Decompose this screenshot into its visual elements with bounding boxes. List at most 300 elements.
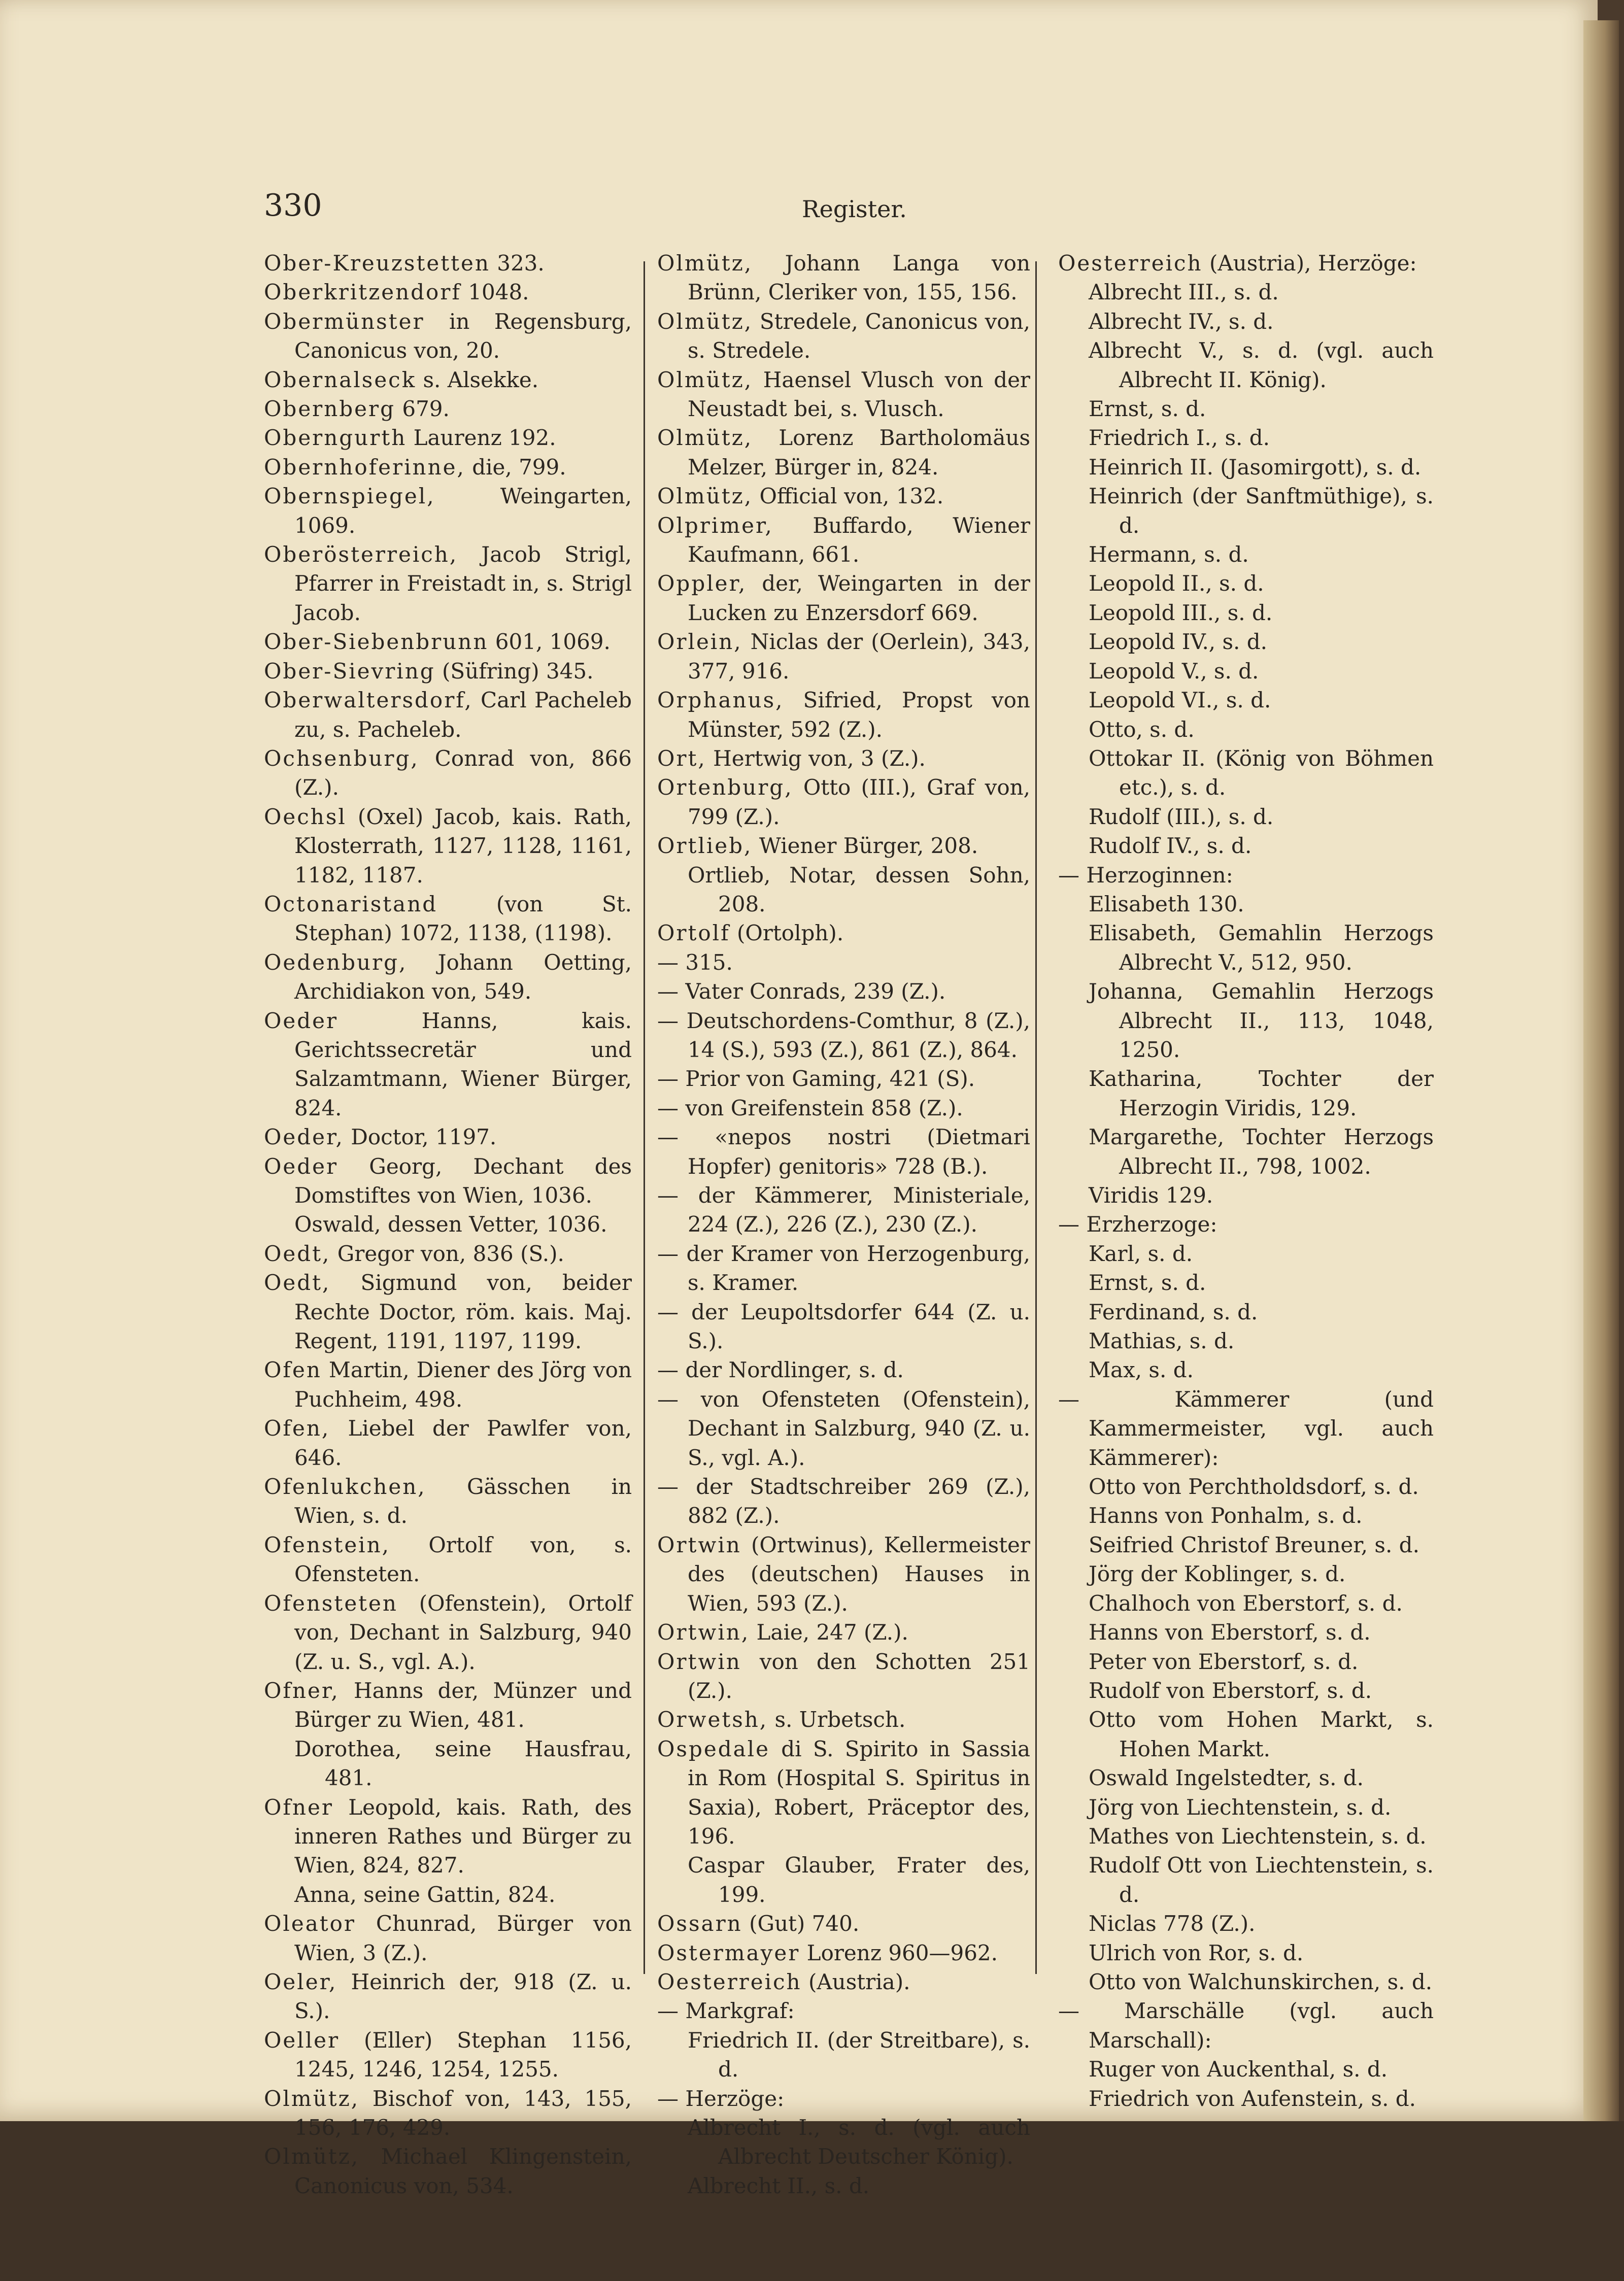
index-entry — [657, 1996, 1030, 2025]
entry-text: Anna, seine Gattin, 824. — [294, 1882, 556, 1907]
index-entry — [264, 744, 632, 802]
index-entry — [1058, 1647, 1434, 1676]
entry-headword: Ofenlukchen, — [264, 1474, 426, 1500]
entry-text: — Markgraf: — [657, 1998, 795, 2024]
entry-headword: Oeder — [264, 1008, 339, 1033]
index-entry — [657, 1851, 1030, 1909]
index-entry — [657, 2084, 1030, 2113]
index-entry — [657, 1385, 1030, 1472]
entry-text: Chalhoch von Eberstorf, s. d. — [1089, 1590, 1403, 1616]
index-entry — [657, 365, 1030, 424]
entry-headword: Oberwaltersdorf, — [264, 688, 473, 713]
entry-text: Otto (III.), Graf von, 799 (Z.). — [688, 775, 1030, 829]
entry-text: Leopold III., s. d. — [1089, 600, 1273, 625]
entry-text: die, 799. — [465, 454, 566, 480]
index-entry — [264, 365, 632, 394]
index-entry — [1058, 394, 1434, 423]
index-entry — [1058, 1268, 1434, 1297]
entry-text: — der Kramer von Herzogenburg, s. Kramer. — [657, 1241, 1030, 1296]
entry-text: Leopold, kais. Rath, des inneren Rathes und Bürger zu Wien, 824, 827. — [294, 1794, 632, 1878]
index-entry — [657, 249, 1030, 307]
entry-headword: Ofen, — [264, 1416, 330, 1441]
index-entry — [657, 948, 1030, 977]
index-entry — [264, 657, 632, 686]
index-entry — [264, 540, 632, 627]
entry-text: s. Alsekke. — [416, 367, 539, 392]
index-entry — [657, 1938, 1030, 1967]
index-entry — [657, 1647, 1030, 1706]
entry-headword: Oberngurth — [264, 425, 407, 451]
index-entry — [1058, 1705, 1434, 1763]
index-entry — [264, 394, 632, 423]
entry-headword: Oleator — [264, 1911, 356, 1936]
entry-text: — der Leupoltsdorfer 644 (Z. u. S.). — [657, 1299, 1030, 1354]
index-column-2 — [657, 249, 1030, 2200]
entry-headword: Ofen — [264, 1357, 322, 1383]
entry-text: Lorenz 960—962. — [800, 1940, 998, 1965]
entry-text: Johann Oetting, Archidiakon von, 549. — [294, 949, 632, 1004]
index-entry — [264, 948, 632, 1006]
entry-headword: Olmütz, — [264, 2144, 360, 2169]
index-entry — [657, 1618, 1030, 1647]
index-entry — [1058, 1501, 1434, 1530]
page-edge — [1583, 20, 1619, 2126]
index-entry — [264, 1006, 632, 1123]
entry-headword: Obermünster — [264, 309, 425, 334]
entry-text: Johanna, Gemahlin Herzogs Albrecht II., 113, 1048, 1250. — [1089, 979, 1434, 1062]
index-entry — [264, 890, 632, 948]
entry-text: (Ortwinus), Kellermeister des (deutschen) Hauses in Wien, 593 (Z.). — [688, 1532, 1030, 1616]
index-entry — [1058, 1676, 1434, 1705]
entry-headword: Ochsenburg, — [264, 745, 419, 771]
index-entry — [657, 1734, 1030, 1851]
index-entry — [1058, 453, 1434, 482]
index-entry — [264, 2084, 632, 2142]
entry-text: Katharina, Tochter der Herzogin Viridis, 129. — [1089, 1066, 1434, 1120]
entry-headword: Oedt, — [264, 1241, 331, 1266]
index-entry — [264, 1530, 632, 1589]
entry-headword: Obernberg — [264, 396, 396, 422]
entry-text: Hanns von Ponhalm, s. d. — [1089, 1503, 1363, 1528]
index-entry — [657, 1298, 1030, 1356]
index-entry — [264, 1676, 632, 1734]
index-column-3 — [1058, 249, 1434, 2113]
entry-text: Ruger von Auckenthal, s. d. — [1089, 2057, 1388, 2082]
entry-text: Hanns, kais. Gerichtssecretär und Salzamtmann, Wiener Bürger, 824. — [294, 1008, 632, 1120]
index-entry — [1058, 715, 1434, 744]
entry-text: Max, s. d. — [1089, 1357, 1194, 1383]
entry-text: in Regensburg, Canonicus von, 20. — [294, 309, 632, 363]
entry-text: Otto, s. d. — [1089, 717, 1195, 742]
entry-headword: Oedenburg, — [264, 949, 408, 975]
index-entry — [1058, 278, 1434, 307]
index-entry — [657, 1064, 1030, 1093]
entry-text: Johann Langa von Brünn, Cleriker von, 155, 156. — [688, 251, 1030, 305]
index-entry — [1058, 1618, 1434, 1647]
index-entry — [657, 1705, 1030, 1734]
index-entry — [1058, 1181, 1434, 1210]
entry-headword: Ort, — [657, 745, 706, 771]
entry-headword: Olmütz, — [264, 2086, 360, 2111]
entry-headword: Ospedale — [657, 1736, 770, 1761]
index-entry — [1058, 569, 1434, 598]
entry-text: Gregor von, 836 (S.). — [330, 1241, 564, 1266]
index-entry — [264, 249, 632, 278]
entry-text: Rudolf IV., s. d. — [1089, 833, 1252, 859]
entry-text: Otto von Walchunskirchen, s. d. — [1089, 1969, 1433, 1994]
entry-text: der, Weingarten in der Lucken zu Enzersdorf 669. — [688, 571, 1030, 625]
entry-text: Niclas der (Oerlein), 343, 377, 916. — [688, 629, 1030, 684]
entry-text: — der Nordlinger, s. d. — [657, 1357, 904, 1383]
index-entry — [1058, 1763, 1434, 1792]
entry-headword: Oesterreich — [1058, 251, 1203, 276]
entry-text: Heinrich (der Sanftmüthige), s. d. — [1089, 484, 1434, 538]
entry-text: — Vater Conrads, 239 (Z.). — [657, 979, 946, 1004]
entry-text: Otto von Perchtholdsdorf, s. d. — [1089, 1474, 1419, 1500]
index-entry — [264, 2142, 632, 2200]
entry-headword: Ofner, — [264, 1678, 340, 1703]
index-entry — [1058, 1822, 1434, 1851]
entry-text: (Austria). — [801, 1969, 910, 1994]
entry-text: — Herzoginnen: — [1058, 862, 1233, 888]
entry-text: (Austria), Herzöge: — [1202, 251, 1417, 276]
index-entry — [1058, 627, 1434, 656]
entry-headword: Oechsl — [264, 804, 347, 829]
entry-headword: Obernhoferinne, — [264, 454, 465, 480]
index-entry — [1058, 1298, 1434, 1326]
entry-text: Albrecht I., s. d. (vgl. auch Albrecht Deutscher König). — [688, 2115, 1030, 2169]
entry-text: Rudolf (III.), s. d. — [1089, 804, 1274, 829]
index-entry — [657, 1909, 1030, 1938]
entry-headword: Olmütz, — [657, 309, 753, 334]
entry-text: Karl, s. d. — [1089, 1241, 1193, 1266]
entry-headword: Olprimer, — [657, 513, 773, 538]
entry-text: (Oxel) Jacob, kais. Rath, Klosterrath, 1127, 1128, 1161, 1182, 1187. — [294, 804, 632, 888]
entry-text: Doctor, 1197. — [344, 1125, 497, 1150]
entry-text: 323. — [490, 251, 545, 276]
entry-text: Liebel der Pawlfer von, 646. — [294, 1416, 632, 1470]
index-entry — [264, 1472, 632, 1530]
entry-headword: Ortwin — [657, 1532, 741, 1557]
entry-headword: Oedt, — [264, 1270, 331, 1296]
entry-text: — der Stadtschreiber 269 (Z.), 882 (Z.). — [657, 1474, 1030, 1528]
entry-text: Heinrich der, 918 (Z. u. S.). — [294, 1969, 632, 2024]
entry-text: Haensel Vlusch von der Neustadt bei, s. Vlusch. — [688, 367, 1030, 422]
entry-text: Mathes von Liechtenstein, s. d. — [1089, 1823, 1427, 1849]
index-entry — [657, 686, 1030, 744]
index-entry — [1058, 249, 1434, 278]
entry-headword: Olmütz, — [657, 484, 753, 509]
index-entry — [1058, 336, 1434, 394]
entry-text: Albrecht III., s. d. — [1089, 280, 1279, 305]
index-entry — [657, 1967, 1030, 1996]
index-entry — [1058, 1064, 1434, 1122]
index-entry — [1058, 1996, 1434, 2055]
index-entry — [657, 977, 1030, 1006]
entry-headword: Ortlieb, — [657, 833, 753, 859]
entry-headword: Oberkritzendorf — [264, 280, 461, 305]
entry-text: Leopold IV., s. d. — [1089, 629, 1267, 655]
entry-text: — 315. — [657, 949, 733, 975]
entry-text: 679. — [395, 396, 450, 422]
entry-text: 601, 1069. — [488, 629, 611, 655]
entry-text: 1048. — [461, 280, 529, 305]
index-entry — [264, 627, 632, 656]
entry-text: Dorothea, seine Hausfrau, 481. — [294, 1736, 632, 1791]
index-entry — [1058, 1851, 1434, 1909]
index-entry — [657, 1006, 1030, 1065]
entry-text: Buffardo, Wiener Kaufmann, 661. — [688, 513, 1030, 567]
entry-text: — Erzherzoge: — [1058, 1212, 1217, 1237]
entry-headword: Ober-Siebenbrunn — [264, 629, 489, 655]
entry-text: Peter von Eberstorf, s. d. — [1089, 1649, 1359, 1674]
entry-text: Rudolf von Eberstorf, s. d. — [1089, 1678, 1372, 1703]
index-entry — [264, 1239, 632, 1268]
entry-text: Laurenz 192. — [407, 425, 556, 451]
entry-text: Official von, 132. — [753, 484, 944, 509]
entry-text: (von St. Stephan) 1072, 1138, (1198). — [294, 891, 632, 946]
index-entry — [264, 1355, 632, 1414]
index-entry — [1058, 1122, 1434, 1181]
entry-text: Hertwig von, 3 (Z.). — [706, 745, 926, 771]
entry-text: Ottokar II. (König von Böhmen etc.), s. d. — [1089, 745, 1434, 800]
entry-text: Lorenz Bartholomäus Melzer, Bürger in, 824. — [688, 425, 1030, 480]
index-entry — [657, 482, 1030, 510]
entry-text: Ortlieb, Notar, dessen Sohn, 208. — [688, 862, 1030, 916]
entry-text: Mathias, s. d. — [1089, 1329, 1235, 1354]
entry-text: Friedrich II. (der Streitbare), s. d. — [688, 2027, 1030, 2082]
page-number: 330 — [264, 188, 322, 223]
entry-text: Wiener Bürger, 208. — [752, 833, 978, 859]
index-entry — [657, 831, 1030, 860]
entry-headword: Ortwin, — [657, 1620, 750, 1645]
entry-text: — der Kämmerer, Ministeriale, 224 (Z.), 226 (Z.), 230 (Z.). — [657, 1183, 1030, 1237]
index-entry — [1058, 918, 1434, 977]
entry-text: Martin, Diener des Jörg von Puchheim, 498. — [294, 1357, 632, 1412]
index-entry — [1058, 423, 1434, 452]
entry-headword: Oeder, — [264, 1125, 344, 1150]
index-entry — [1058, 1589, 1434, 1618]
entry-text: Leopold V., s. d. — [1089, 658, 1259, 684]
index-entry — [657, 2026, 1030, 2084]
index-entry — [657, 627, 1030, 686]
index-entry — [1058, 2055, 1434, 2084]
entry-headword: Ostermayer — [657, 1940, 800, 1965]
entry-text: di S. Spirito in Sassia in Rom (Hospital S. Spiritus in Saxia), Robert, Präceptor des, 196. — [688, 1736, 1030, 1849]
entry-text: Heinrich II. (Jasomirgott), s. d. — [1089, 454, 1422, 480]
entry-text: Sifried, Propst von Münster, 592 (Z.). — [688, 688, 1030, 742]
index-entry — [264, 802, 632, 890]
entry-text: — Prior von Gaming, 421 (S). — [657, 1066, 975, 1092]
entry-headword: Ofenstein, — [264, 1532, 391, 1557]
index-entry — [264, 1793, 632, 1880]
entry-text: Jörg der Koblinger, s. d. — [1089, 1561, 1346, 1587]
index-entry — [657, 1122, 1030, 1181]
index-entry — [264, 1122, 632, 1151]
entry-text: Seifried Christof Breuner, s. d. — [1089, 1532, 1419, 1557]
entry-text: Niclas 778 (Z.). — [1089, 1911, 1256, 1936]
entry-text: — Kämmerer (und Kammermeister, vgl. auch Kämmerer): — [1058, 1386, 1434, 1470]
entry-text: Gässchen in Wien, s. d. — [294, 1474, 632, 1528]
index-entry — [264, 482, 632, 540]
index-entry — [1058, 744, 1434, 802]
index-entry — [1058, 977, 1434, 1064]
index-entry — [1058, 1938, 1434, 1967]
entry-text: Georg, Dechant des Domstiftes von Wien, 1036. — [294, 1153, 632, 1208]
index-entry — [1058, 861, 1434, 890]
index-entry — [1058, 1355, 1434, 1384]
entry-text: Leopold VI., s. d. — [1089, 688, 1271, 713]
entry-headword: Orwetsh, — [657, 1707, 768, 1732]
entry-text: — Deutschordens-Comthur, 8 (Z.), 14 (S.), 593 (Z.), 861 (Z.), 864. — [657, 1008, 1030, 1062]
entry-text: Jacob Strigl, Pfarrer in Freistadt in, s. Strigl Jacob. — [294, 542, 632, 625]
entry-text: — von Ofensteten (Ofenstein), Dechant in Salzburg, 940 (Z. u. S., vgl. A.). — [657, 1386, 1030, 1470]
index-entry — [657, 918, 1030, 947]
entry-text: Bischof von, 143, 155, 156, 176, 429. — [294, 2086, 632, 2140]
entry-text: — Herzöge: — [657, 2086, 785, 2111]
index-entry — [657, 2113, 1030, 2171]
entry-text: Ernst, s. d. — [1089, 396, 1206, 422]
entry-text: Leopold II., s. d. — [1089, 571, 1264, 596]
entry-headword: Oeder — [264, 1153, 339, 1179]
index-entry — [1058, 686, 1434, 714]
page-title: Register. — [802, 195, 907, 223]
index-entry — [264, 1268, 632, 1355]
entry-text: Elisabeth 130. — [1089, 891, 1244, 916]
entry-text: — von Greifenstein 858 (Z.). — [657, 1095, 963, 1120]
entry-headword: Orlein, — [657, 629, 742, 655]
entry-text: Margarethe, Tochter Herzogs Albrecht II., 798, 1002. — [1089, 1125, 1434, 1179]
entry-headword: Ober-Kreuzstetten — [264, 251, 490, 276]
entry-headword: Olmütz, — [657, 425, 753, 451]
index-entry — [264, 686, 632, 744]
index-entry — [264, 1152, 632, 1210]
entry-headword: Ortolf — [657, 921, 730, 946]
index-entry — [264, 307, 632, 365]
index-entry — [1058, 1967, 1434, 1996]
index-entry — [1058, 831, 1434, 860]
index-entry — [1058, 540, 1434, 569]
index-entry — [264, 1414, 632, 1472]
index-entry — [1058, 1472, 1434, 1501]
index-entry — [264, 453, 632, 482]
entry-text: Caspar Glauber, Frater des, 199. — [688, 1853, 1030, 1907]
entry-text: — «nepos nostri (Dietmari Hopfer) genitoris» 728 (B.). — [657, 1125, 1030, 1179]
entry-text: Friedrich I., s. d. — [1089, 425, 1270, 451]
index-column-1 — [264, 249, 632, 2200]
entry-text: Albrecht IV., s. d. — [1089, 309, 1274, 334]
entry-text: Sigmund von, beider Rechte Doctor, röm. kais. Maj. Regent, 1191, 1197, 1199. — [294, 1270, 632, 1354]
entry-text: Jörg von Liechtenstein, s. d. — [1089, 1794, 1392, 1820]
entry-headword: Ortwin — [657, 1649, 741, 1674]
entry-headword: Octonaristand — [264, 891, 438, 916]
entry-headword: Obernspiegel, — [264, 484, 435, 509]
index-entry — [657, 861, 1030, 919]
index-entry — [1058, 1210, 1434, 1239]
entry-text: Oswald, dessen Vetter, 1036. — [294, 1212, 607, 1237]
column-divider — [644, 261, 645, 1974]
entry-headword: Oppler, — [657, 571, 747, 596]
index-entry — [657, 1472, 1030, 1530]
entry-headword: Olmütz, — [657, 367, 753, 392]
entry-text: Albrecht II., s. d. — [688, 2173, 870, 2198]
index-entry — [657, 1239, 1030, 1298]
index-entry — [657, 1355, 1030, 1384]
entry-text: Otto vom Hohen Markt, s. Hohen Markt. — [1089, 1707, 1434, 1761]
entry-headword: Oberösterreich, — [264, 542, 458, 567]
index-entry — [264, 423, 632, 452]
index-entry — [1058, 1385, 1434, 1472]
index-entry — [1058, 802, 1434, 831]
entry-text: Laie, 247 (Z.). — [750, 1620, 908, 1645]
index-entry — [264, 1880, 632, 1909]
entry-text: Rudolf Ott von Liechtenstein, s. d. — [1089, 1853, 1434, 1907]
entry-text: Carl Pacheleb zu, s. Pacheleb. — [294, 688, 632, 742]
entry-text: (Eller) Stephan 1156, 1245, 1246, 1254, 1255. — [294, 2027, 632, 2082]
entry-text: (Ofenstein), Ortolf von, Dechant in Salzburg, 940 (Z. u. S., vgl. A.). — [294, 1590, 632, 1674]
index-entry — [657, 423, 1030, 482]
index-entry — [264, 278, 632, 307]
index-entry — [1058, 482, 1434, 540]
entry-text: Hanns von Eberstorf, s. d. — [1089, 1620, 1371, 1645]
entry-headword: Oesterreich — [657, 1969, 802, 1994]
entry-headword: Olmütz, — [657, 251, 753, 276]
entry-text: Michael Klingenstein, Canonicus von, 534. — [294, 2144, 632, 2198]
index-entry — [1058, 890, 1434, 918]
index-entry — [657, 744, 1030, 773]
index-entry — [1058, 657, 1434, 686]
entry-text: Friedrich von Aufenstein, s. d. — [1089, 2086, 1416, 2111]
index-entry — [657, 1530, 1030, 1618]
index-entry — [1058, 307, 1434, 336]
entry-headword: Oeller — [264, 2027, 340, 2053]
index-entry — [264, 1589, 632, 1676]
index-entry — [657, 307, 1030, 365]
entry-text: Hermann, s. d. — [1089, 542, 1249, 567]
index-entry — [264, 1909, 632, 1967]
entry-text: Ulrich von Ror, s. d. — [1089, 1940, 1304, 1965]
entry-text: s. Urbetsch. — [768, 1707, 906, 1732]
entry-text: von den Schotten 251 (Z.). — [688, 1649, 1030, 1703]
entry-headword: Ofensteten — [264, 1590, 398, 1616]
index-entry — [657, 2171, 1030, 2200]
index-entry — [657, 569, 1030, 627]
entry-headword: Ober-Sievring — [264, 658, 435, 684]
entry-text: Hanns der, Münzer und Bürger zu Wien, 481. — [294, 1678, 632, 1732]
index-entry — [657, 1181, 1030, 1239]
index-entry — [264, 2026, 632, 2084]
index-entry — [1058, 1239, 1434, 1268]
entry-text: Stredele, Canonicus von, s. Stredele. — [688, 309, 1030, 363]
entry-headword: Orphanus, — [657, 688, 784, 713]
entry-headword: Oeler, — [264, 1969, 337, 1994]
index-entry — [657, 1094, 1030, 1122]
entry-text: — Marschälle (vgl. auch Marschall): — [1058, 1998, 1434, 2053]
entry-headword: Obernalseck — [264, 367, 417, 392]
index-entry — [657, 511, 1030, 569]
index-entry — [1058, 1326, 1434, 1355]
column-divider — [1035, 261, 1037, 1974]
entry-text: Conrad von, 866 (Z.). — [294, 745, 632, 800]
index-entry — [1058, 598, 1434, 627]
index-entry — [1058, 1530, 1434, 1559]
entry-text: Ernst, s. d. — [1089, 1270, 1206, 1296]
entry-text: Ferdinand, s. d. — [1089, 1299, 1258, 1324]
index-entry — [264, 1734, 632, 1793]
index-entry — [1058, 1793, 1434, 1822]
entry-text: Ortolf von, s. Ofensteten. — [294, 1532, 632, 1587]
index-entry — [1058, 2084, 1434, 2113]
